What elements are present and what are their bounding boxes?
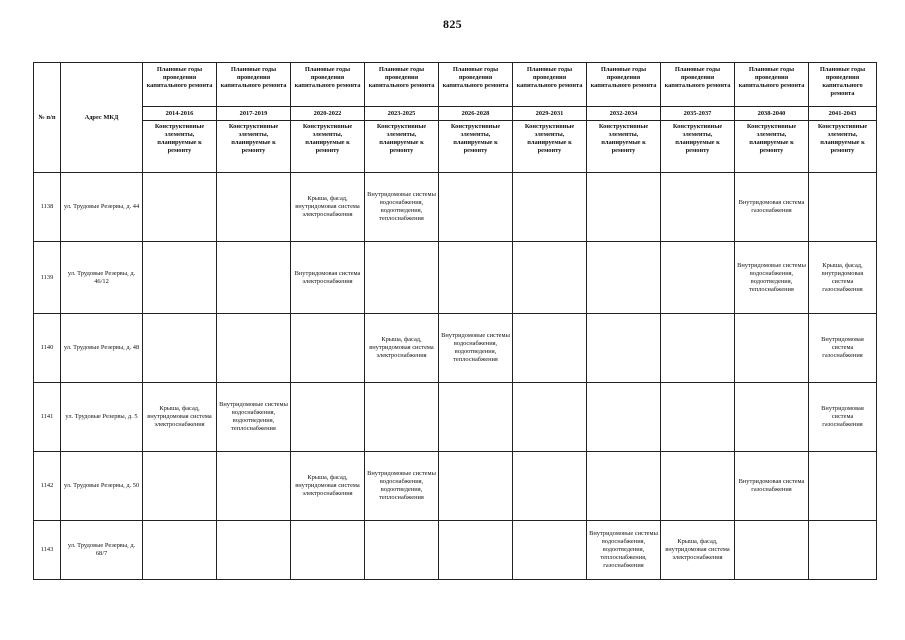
row-number: 1140 bbox=[34, 314, 61, 383]
table-cell: Внутридомовая система газоснабжения bbox=[809, 314, 877, 383]
table-cell: Крыша, фасад, внутридомовая система газоснабжения bbox=[809, 242, 877, 314]
table-cell bbox=[661, 452, 735, 521]
row-number: 1143 bbox=[34, 521, 61, 580]
table-row bbox=[34, 314, 877, 383]
elements-header: Конструктивные элементы, планируемые к ремонту bbox=[735, 121, 809, 173]
elements-header: Конструктивные элементы, планируемые к ремонту bbox=[217, 121, 291, 173]
header-years-row bbox=[34, 107, 877, 121]
table-cell bbox=[217, 242, 291, 314]
table-cell bbox=[143, 521, 217, 580]
period-header: Плановые годы проведения капитального ремонта bbox=[217, 63, 291, 107]
period-header: Плановые годы проведения капитального ремонта bbox=[143, 63, 217, 107]
table-cell: Внутридомовая система электроснабжения bbox=[291, 242, 365, 314]
years-header: 2014-2016 bbox=[143, 107, 217, 121]
years-header: 2032-2034 bbox=[587, 107, 661, 121]
table-cell bbox=[661, 173, 735, 242]
table-cell bbox=[735, 521, 809, 580]
num-column-header: № п/п bbox=[34, 63, 61, 173]
years-header: 2035-2037 bbox=[661, 107, 735, 121]
period-header: Плановые годы проведения капитального ремонта bbox=[661, 63, 735, 107]
years-header: 2020-2022 bbox=[291, 107, 365, 121]
table-cell bbox=[217, 173, 291, 242]
years-header: 2029-2031 bbox=[513, 107, 587, 121]
elements-header: Конструктивные элементы, планируемые к ремонту bbox=[809, 121, 877, 173]
table-cell: Внутридомовые системы водоснабжения, водоотведения, теплоснабжения bbox=[365, 452, 439, 521]
table-cell bbox=[365, 242, 439, 314]
table-cell bbox=[587, 383, 661, 452]
row-address: ул. Трудовые Резервы, д. 5 bbox=[61, 383, 143, 452]
table-cell bbox=[291, 521, 365, 580]
table-cell: Внутридомовая система газоснабжения bbox=[735, 452, 809, 521]
table-cell bbox=[365, 383, 439, 452]
row-number: 1141 bbox=[34, 383, 61, 452]
years-header: 2041-2043 bbox=[809, 107, 877, 121]
elements-header: Конструктивные элементы, планируемые к ремонту bbox=[439, 121, 513, 173]
table-row bbox=[34, 173, 877, 242]
years-header: 2038-2040 bbox=[735, 107, 809, 121]
table-cell: Крыша, фасад, внутридомовая система электроснабжения bbox=[291, 452, 365, 521]
table-cell: Крыша, фасад, внутридомовая система электроснабжения bbox=[143, 383, 217, 452]
years-header: 2017-2019 bbox=[217, 107, 291, 121]
table-cell: Крыша, фасад, внутридомовая система электроснабжения bbox=[291, 173, 365, 242]
period-header: Плановые годы проведения капитального ремонта bbox=[365, 63, 439, 107]
row-address: ул. Трудовые Резервы, д. 46/12 bbox=[61, 242, 143, 314]
table-cell bbox=[513, 242, 587, 314]
table-cell bbox=[143, 242, 217, 314]
table-cell bbox=[217, 314, 291, 383]
page-number: 825 bbox=[443, 17, 462, 31]
elements-header: Конструктивные элементы, планируемые к ремонту bbox=[661, 121, 735, 173]
table-cell bbox=[439, 173, 513, 242]
years-header: 2026-2028 bbox=[439, 107, 513, 121]
table-row bbox=[34, 452, 877, 521]
table-cell: Внутридомовые системы водоснабжения, водоотведения, теплоснабжения bbox=[365, 173, 439, 242]
table-cell bbox=[217, 521, 291, 580]
table-cell bbox=[291, 314, 365, 383]
table-cell: Внутридомовые системы водоснабжения, водоотведения, теплоснабжения, газоснабжения bbox=[587, 521, 661, 580]
row-number: 1138 bbox=[34, 173, 61, 242]
table-cell bbox=[735, 383, 809, 452]
table-cell bbox=[513, 383, 587, 452]
period-header: Плановые годы проведения капитального ремонта bbox=[735, 63, 809, 107]
header-period-row bbox=[34, 63, 877, 107]
table-cell bbox=[587, 452, 661, 521]
table-cell bbox=[809, 452, 877, 521]
table-cell bbox=[365, 521, 439, 580]
table-cell: Внутридомовые системы водоснабжения, водоотведения, теплоснабжения bbox=[735, 242, 809, 314]
table-cell bbox=[291, 383, 365, 452]
table-cell bbox=[439, 242, 513, 314]
table-cell bbox=[661, 242, 735, 314]
repair-schedule-table bbox=[33, 62, 877, 580]
table-row bbox=[34, 242, 877, 314]
table-cell bbox=[513, 452, 587, 521]
table-cell: Внутридомовая система газоснабжения bbox=[735, 173, 809, 242]
table-cell bbox=[587, 314, 661, 383]
years-header: 2023-2025 bbox=[365, 107, 439, 121]
elements-header: Конструктивные элементы, планируемые к ремонту bbox=[587, 121, 661, 173]
period-header: Плановые годы проведения капитального ремонта bbox=[291, 63, 365, 107]
elements-header: Конструктивные элементы, планируемые к ремонту bbox=[291, 121, 365, 173]
table-cell bbox=[439, 383, 513, 452]
table-row bbox=[34, 383, 877, 452]
table-cell bbox=[439, 521, 513, 580]
row-number: 1142 bbox=[34, 452, 61, 521]
table-cell bbox=[143, 452, 217, 521]
table-cell bbox=[809, 173, 877, 242]
row-address: ул. Трудовые Резервы, д. 48 bbox=[61, 314, 143, 383]
header-elements-row bbox=[34, 121, 877, 173]
row-number: 1139 bbox=[34, 242, 61, 314]
elements-header: Конструктивные элементы, планируемые к ремонту bbox=[143, 121, 217, 173]
table-cell bbox=[513, 314, 587, 383]
table-cell bbox=[735, 314, 809, 383]
row-address: ул. Трудовые Резервы, д. 44 bbox=[61, 173, 143, 242]
table-cell: Крыша, фасад, внутридомовая система электроснабжения bbox=[661, 521, 735, 580]
period-header: Плановые годы проведения капитального ремонта bbox=[513, 63, 587, 107]
table-cell bbox=[439, 452, 513, 521]
table-cell bbox=[661, 383, 735, 452]
table-cell bbox=[661, 314, 735, 383]
table-cell: Внутридомовые системы водоснабжения, водоотведения, теплоснабжения bbox=[439, 314, 513, 383]
table-cell bbox=[809, 521, 877, 580]
table-cell: Крыша, фасад, внутридомовая система электроснабжения bbox=[365, 314, 439, 383]
table-cell: Внутридомовые системы водоснабжения, водоотведения, теплоснабжения bbox=[217, 383, 291, 452]
table-cell bbox=[513, 173, 587, 242]
address-column-header: Адрес МКД bbox=[61, 63, 143, 173]
table-cell bbox=[143, 314, 217, 383]
period-header: Плановые годы проведения капитального ремонта bbox=[587, 63, 661, 107]
table-cell bbox=[513, 521, 587, 580]
table-cell bbox=[217, 452, 291, 521]
table-row bbox=[34, 521, 877, 580]
period-header: Плановые годы проведения капитального ремонта bbox=[809, 63, 877, 107]
elements-header: Конструктивные элементы, планируемые к ремонту bbox=[365, 121, 439, 173]
elements-header: Конструктивные элементы, планируемые к ремонту bbox=[513, 121, 587, 173]
row-address: ул. Трудовые Резервы, д. 50 bbox=[61, 452, 143, 521]
table-cell bbox=[587, 173, 661, 242]
table-cell bbox=[587, 242, 661, 314]
table-cell: Внутридомовая система газоснабжения bbox=[809, 383, 877, 452]
table-cell bbox=[143, 173, 217, 242]
row-address: ул. Трудовые Резервы, д. 68/7 bbox=[61, 521, 143, 580]
period-header: Плановые годы проведения капитального ремонта bbox=[439, 63, 513, 107]
